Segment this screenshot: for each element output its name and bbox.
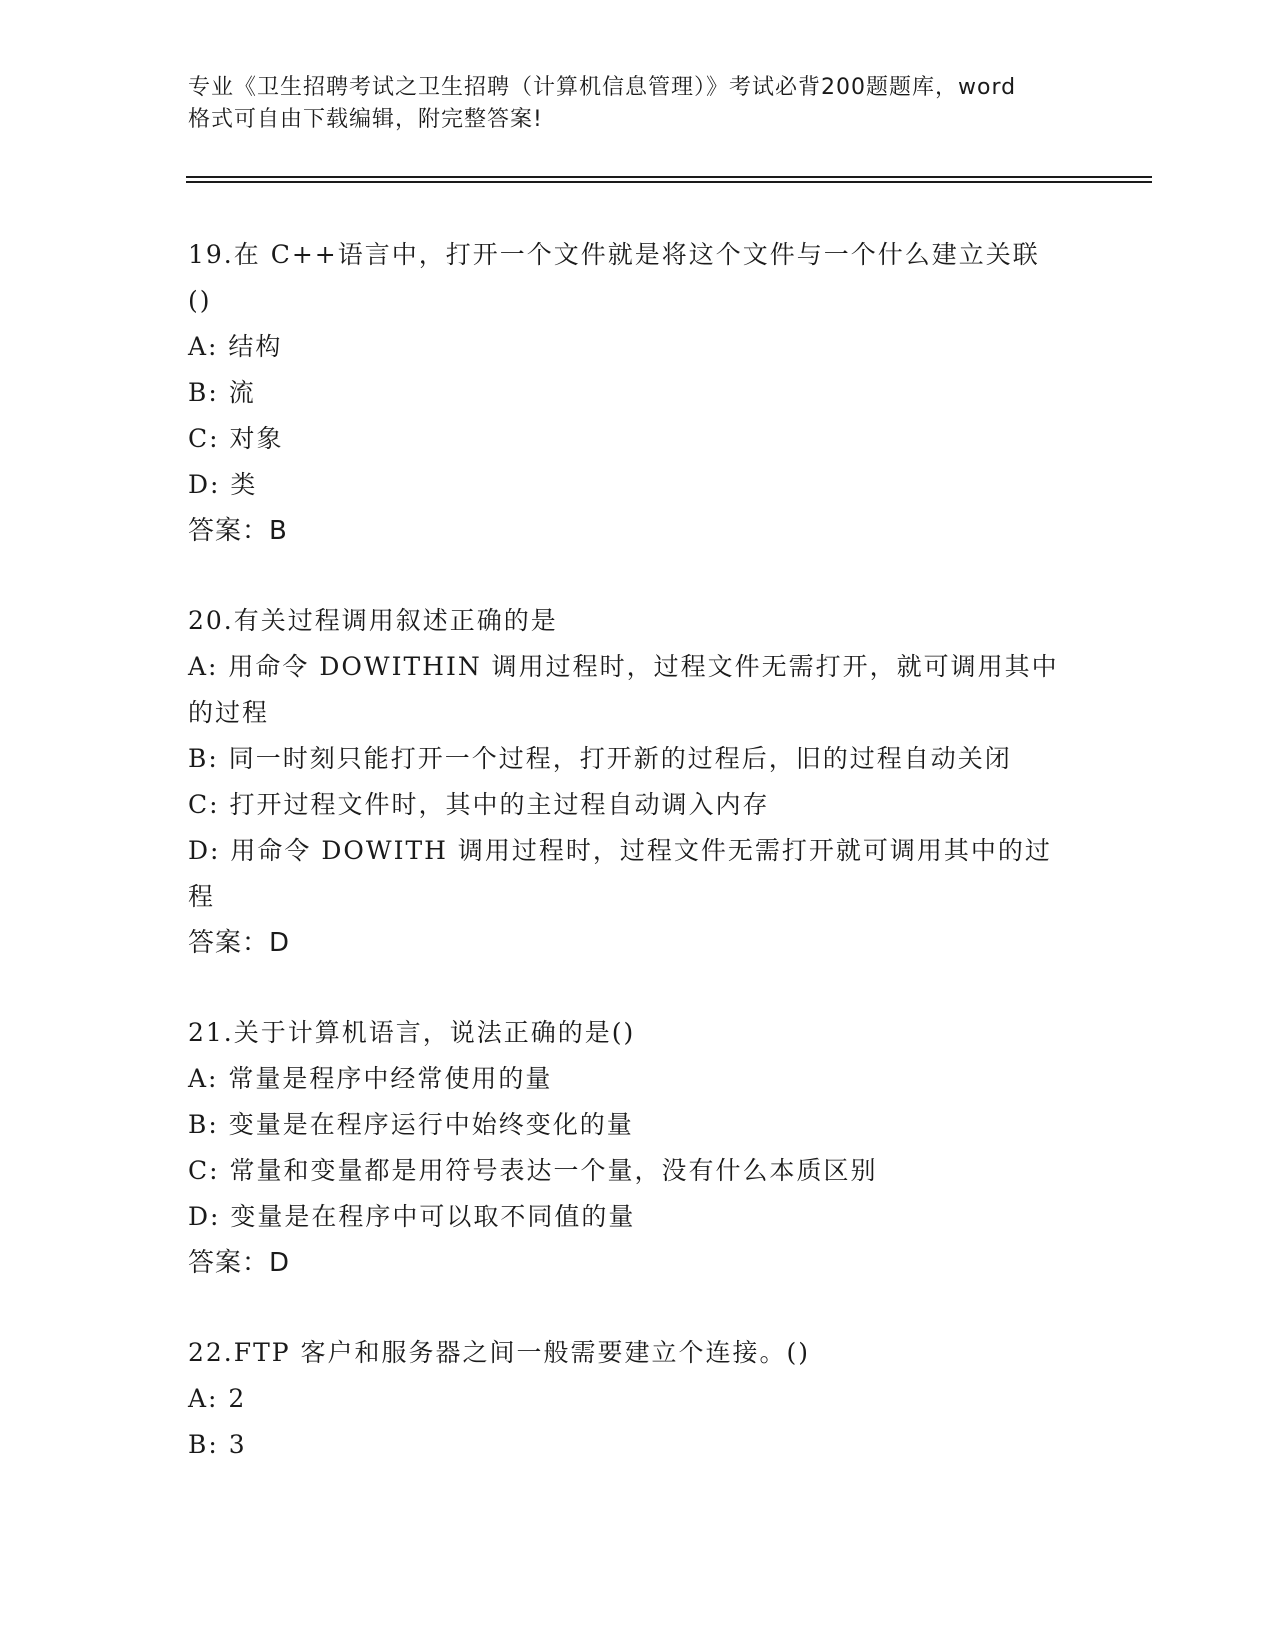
header-divider-top (186, 176, 1152, 178)
question-19 (188, 232, 1088, 554)
question-22 (188, 1330, 1088, 1468)
question-stem: () (188, 286, 212, 315)
option-d: D: 用命令 DOWITH 调用过程时，过程文件无需打开就可调用其中的过 (188, 836, 1052, 865)
answer-key: 答案：B (188, 516, 288, 546)
question-stem: 22.FTP 客户和服务器之间一般需要建立个连接。() (188, 1338, 811, 1367)
answer-key: 答案：D (188, 928, 291, 958)
question-stem: 21.关于计算机语言，说法正确的是() (188, 1018, 636, 1047)
option-a: A: 常量是程序中经常使用的量 (188, 1064, 553, 1093)
option-b: B: 同一时刻只能打开一个过程，打开新的过程后，旧的过程自动关闭 (188, 744, 1012, 773)
option-a-continued: 的过程 (188, 698, 270, 727)
option-b: B: 变量是在程序运行中始终变化的量 (188, 1110, 634, 1139)
header-title-line-1: 专业《卫生招聘考试之卫生招聘（计算机信息管理）》考试必背200题题库，word (188, 75, 1017, 100)
question-21 (188, 1010, 1088, 1286)
option-b: B: 3 (188, 1430, 247, 1459)
option-d: D: 变量是在程序中可以取不同值的量 (188, 1202, 636, 1231)
option-c: C: 对象 (188, 424, 284, 453)
option-d-continued: 程 (188, 882, 216, 911)
answer-key: 答案：D (188, 1248, 291, 1278)
document-header (188, 72, 1088, 136)
option-c: C: 打开过程文件时，其中的主过程自动调入内存 (188, 790, 770, 819)
question-list (188, 232, 1088, 1512)
option-a: A: 2 (188, 1384, 247, 1413)
header-title-line-2: 格式可自由下载编辑，附完整答案! (188, 107, 543, 132)
option-a: A: 结构 (188, 332, 283, 361)
option-d: D: 类 (188, 470, 258, 499)
question-stem: 19.在 C++语言中，打开一个文件就是将这个文件与一个什么建立关联 (188, 240, 1040, 269)
question-20 (188, 598, 1088, 966)
header-divider-bottom (186, 181, 1152, 183)
question-stem: 20.有关过程调用叙述正确的是 (188, 606, 558, 635)
option-c: C: 常量和变量都是用符号表达一个量，没有什么本质区别 (188, 1156, 878, 1185)
option-b: B: 流 (188, 378, 256, 407)
option-a: A: 用命令 DOWITHIN 调用过程时，过程文件无需打开，就可调用其中 (188, 652, 1059, 681)
